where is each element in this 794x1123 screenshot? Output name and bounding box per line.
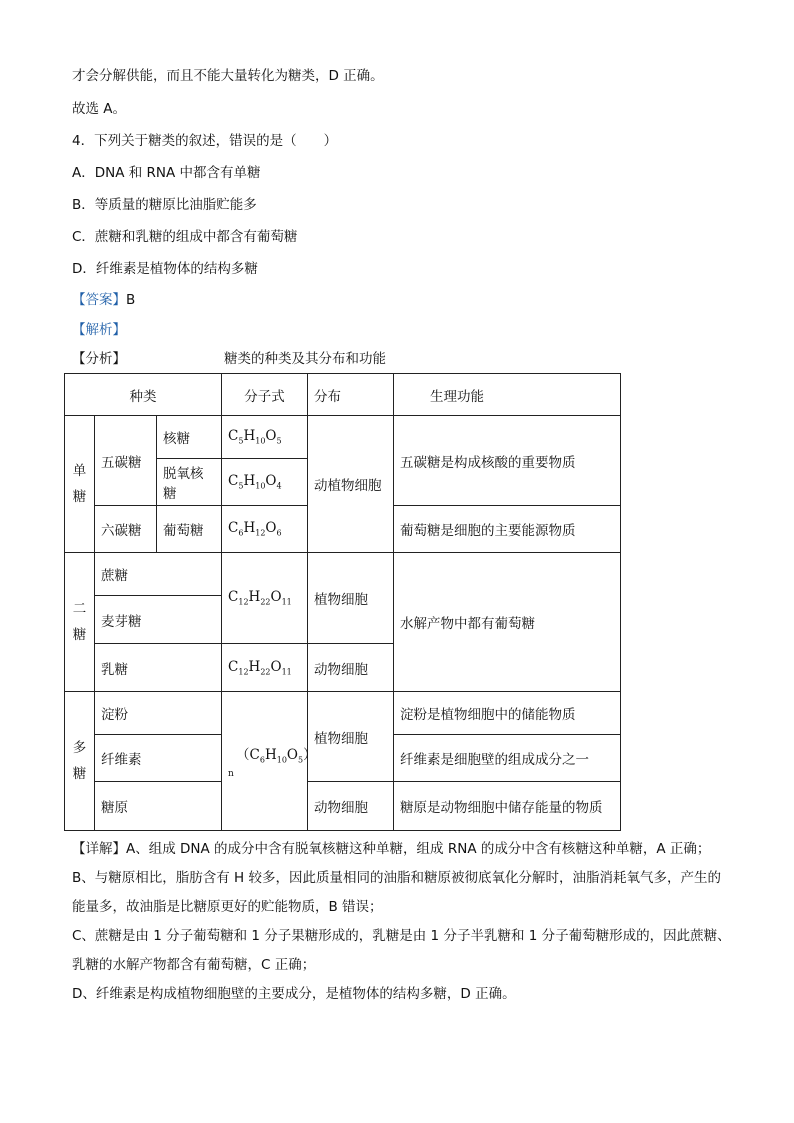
option-a: A．DNA 和 RNA 中都含有单糖 (72, 165, 261, 181)
detail-tag: 【详解】 (72, 841, 126, 857)
cell-maltose: 麦芽糖 (95, 596, 222, 644)
dist-poly-animal: 动物细胞 (308, 782, 394, 831)
group-mono-label: 单糖 (72, 463, 87, 505)
table-title: 糖类的种类及其分布和功能 (224, 351, 386, 367)
detail-paragraph-3: D、纤维素是构成植物细胞壁的主要成分，是植物体的结构多糖，D 正确。 (72, 986, 516, 1002)
option-b: B．等质量的糖原比油脂贮能多 (72, 197, 257, 213)
answer-line (72, 290, 135, 310)
table-row (65, 782, 621, 831)
cell-sucrose: 蔗糖 (95, 553, 222, 596)
cell-ribose: 核糖 (157, 416, 222, 459)
group-di-label: 二糖 (72, 601, 87, 643)
cell-glucose: 葡萄糖 (157, 506, 222, 553)
func-cellulose: 纤维素是细胞壁的组成成分之一 (394, 735, 621, 782)
formula-deoxyribose: $C_5H_{10}O_4$ (222, 459, 308, 506)
cell-deoxyribose: 脱氧核糖 (157, 459, 222, 506)
dist-di-plant: 植物细胞 (308, 553, 394, 644)
detail-paragraph-2: C、蔗糖是由 1 分子葡萄糖和 1 分子果糖形成的，乳糖是由 1 分子半乳糖和 1 分子葡萄糖形成的，因此蔗糖、乳糖的水解产物都含有葡萄糖，C 正确； (72, 928, 731, 973)
func-starch: 淀粉是植物细胞中的储能物质 (394, 692, 621, 735)
option-d: D．纤维素是植物体的结构多糖 (72, 261, 258, 277)
group-poly-label: 多糖 (72, 740, 87, 782)
cell-pentose: 五碳糖 (95, 416, 157, 506)
cell-cellulose: 纤维素 (95, 735, 222, 782)
fenxi-line (72, 349, 386, 369)
header-distribution: 分布 (308, 374, 394, 416)
analysis-tag: 【解析】 (72, 322, 126, 338)
dist-di-animal: 动物细胞 (308, 644, 394, 692)
answer-tag: 【答案】 (72, 292, 126, 308)
cell-starch: 淀粉 (95, 692, 222, 735)
cell-hexose: 六碳糖 (95, 506, 157, 553)
detail-text-1: A、组成 DNA 的成分中含有脱氧核糖这种单糖，组成 RNA 的成分中含有核糖这种单糖，A 正确；B、与糖原相比，脂肪含有 H 较多，因此质量相同的油脂和糖原被彻底氧化分解时，油脂消耗氧气多，产生的能量多，故油脂是比糖原更好的贮能物质，B 错误； (72, 841, 721, 915)
table-row (65, 416, 621, 459)
option-c: C．蔗糖和乳糖的组成中都含有葡萄糖 (72, 229, 298, 245)
formula-lactose: $C_{12}H_{22}O_{11}$ (222, 644, 308, 692)
table-row (65, 692, 621, 735)
header-formula: 分子式 (222, 374, 308, 416)
formula-ribose: $C_5H_{10}O_5$ (222, 416, 308, 459)
formula-polysaccharide: $(C_6H_{10}O_5)$ n (222, 692, 308, 831)
table-header-row (65, 374, 621, 416)
dist-mono: 动植物细胞 (308, 416, 394, 553)
cell-lactose: 乳糖 (95, 644, 222, 692)
dist-poly-plant: 植物细胞 (308, 692, 394, 782)
func-glucose: 葡萄糖是细胞的主要能源物质 (394, 506, 621, 553)
formula-sucrose-maltose: $C_{12}H_{22}O_{11}$ (222, 553, 308, 644)
question-stem: 4．下列关于糖类的叙述，错误的是（ ） (72, 133, 338, 149)
header-kind: 种类 (65, 374, 222, 416)
fenxi-tag: 【分析】 (72, 351, 126, 367)
detail-section (72, 835, 732, 1009)
detail-paragraph-1 (72, 835, 732, 922)
group-di (65, 553, 95, 692)
header-function: 生理功能 (394, 374, 621, 416)
func-di: 水解产物中都有葡萄糖 (394, 553, 621, 692)
intro-line-2: 故选 A。 (72, 101, 127, 117)
cell-glycogen: 糖原 (95, 782, 222, 831)
func-glycogen: 糖原是动物细胞中储存能量的物质 (394, 782, 621, 831)
group-mono (65, 416, 95, 553)
sugar-table (64, 373, 621, 831)
formula-glucose: $C_6H_{12}O_6$ (222, 506, 308, 553)
answer-value: B (126, 292, 136, 308)
intro-line-1: 才会分解供能，而且不能大量转化为糖类，D 正确。 (72, 68, 384, 84)
group-poly (65, 692, 95, 831)
table-row (65, 553, 621, 596)
func-pentose: 五碳糖是构成核酸的重要物质 (394, 416, 621, 506)
